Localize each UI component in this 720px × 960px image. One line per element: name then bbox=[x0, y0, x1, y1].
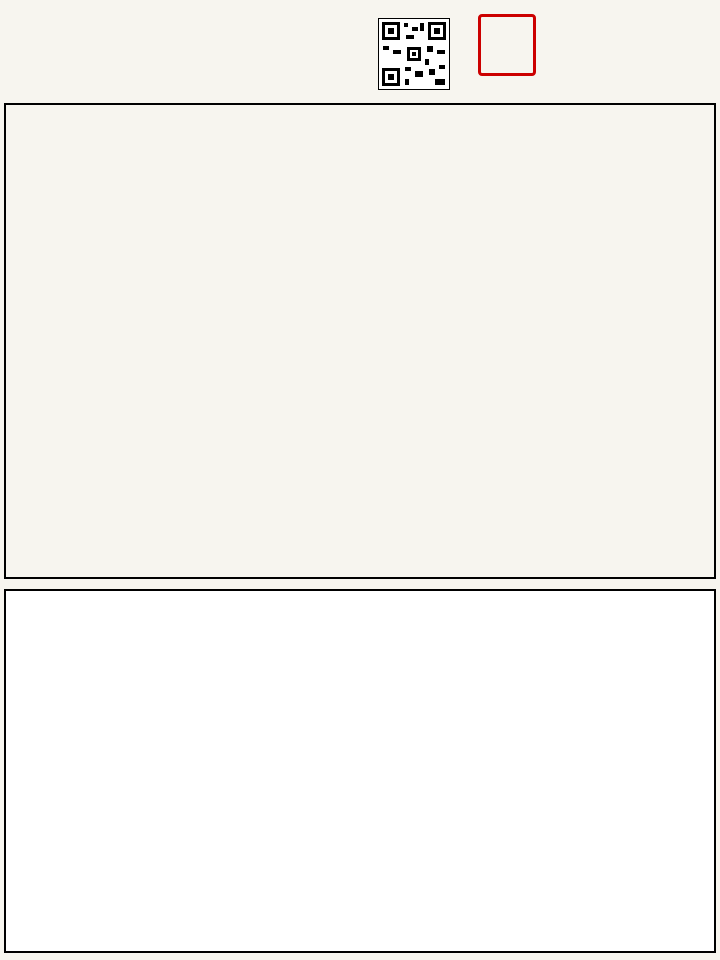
pillars-grid bbox=[4, 103, 716, 579]
seal-stamp bbox=[478, 14, 536, 76]
yearly-grid bbox=[4, 589, 716, 953]
qr-code-icon bbox=[378, 18, 450, 90]
header bbox=[0, 0, 720, 100]
